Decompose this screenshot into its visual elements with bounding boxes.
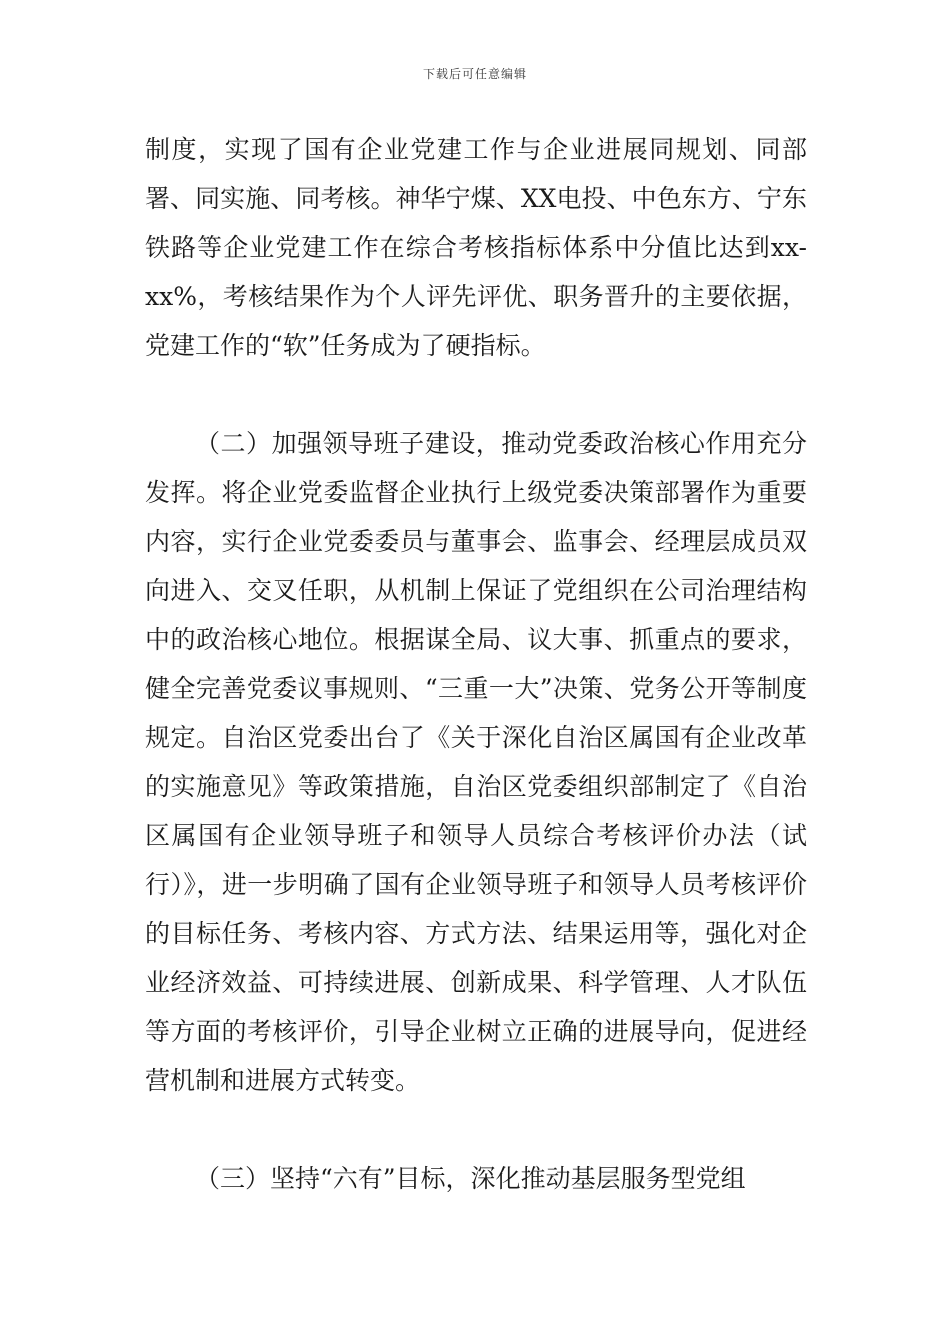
- paragraph-spacer: [145, 370, 807, 419]
- paragraph-spacer: [145, 1105, 807, 1154]
- paragraph-section-three: （三）坚持“六有”目标，深化推动基层服务型党组: [195, 1164, 746, 1193]
- paragraph-section-two: （二）加强领导班子建设，推动党委政治核心作用充分发挥。将企业党委监督企业执行上级党委决策部署作为重要内容，实行企业党委委员与董事会、监事会、经理层成员双向进入、交叉任职，从机制上保证了党组织在公司治理结构中的政治核心地位。根据谋全局、议大事、抓重点的要求，健全完善党委议事规则、“三重一大”决策、党务公开等制度规定。自治区党委出台了《关于深化自治区属国有企业改革的实施意见》等政策措施，自治区党委组织部制定了《自治区属国有企业领导班子和领导人员综合考核评价办法（试行）》，进一步明确了国有企业领导班子和领导人员考核评价的目标任务、考核内容、方式方法、结果运用等，强化对企业经济效益、可持续进展、创新成果、科学管理、人才队伍等方面的考核评价，引导企业树立正确的进展导向，促进经营机制和进展方式转变。: [145, 429, 807, 1095]
- document-body: [145, 125, 807, 1203]
- page-header-note: 下载后可任意编辑: [422, 67, 527, 81]
- paragraph-continuation: 制度，实现了国有企业党建工作与企业进展同规划、同部署、同实施、同考核。神华宁煤、XX电投、中色东方、宁东铁路等企业党建工作在综合考核指标体系中分值比达到xx-xx%，考核结果作为个人评先评优、职务晋升的主要依据，党建工作的“软”任务成为了硬指标。: [145, 135, 807, 360]
